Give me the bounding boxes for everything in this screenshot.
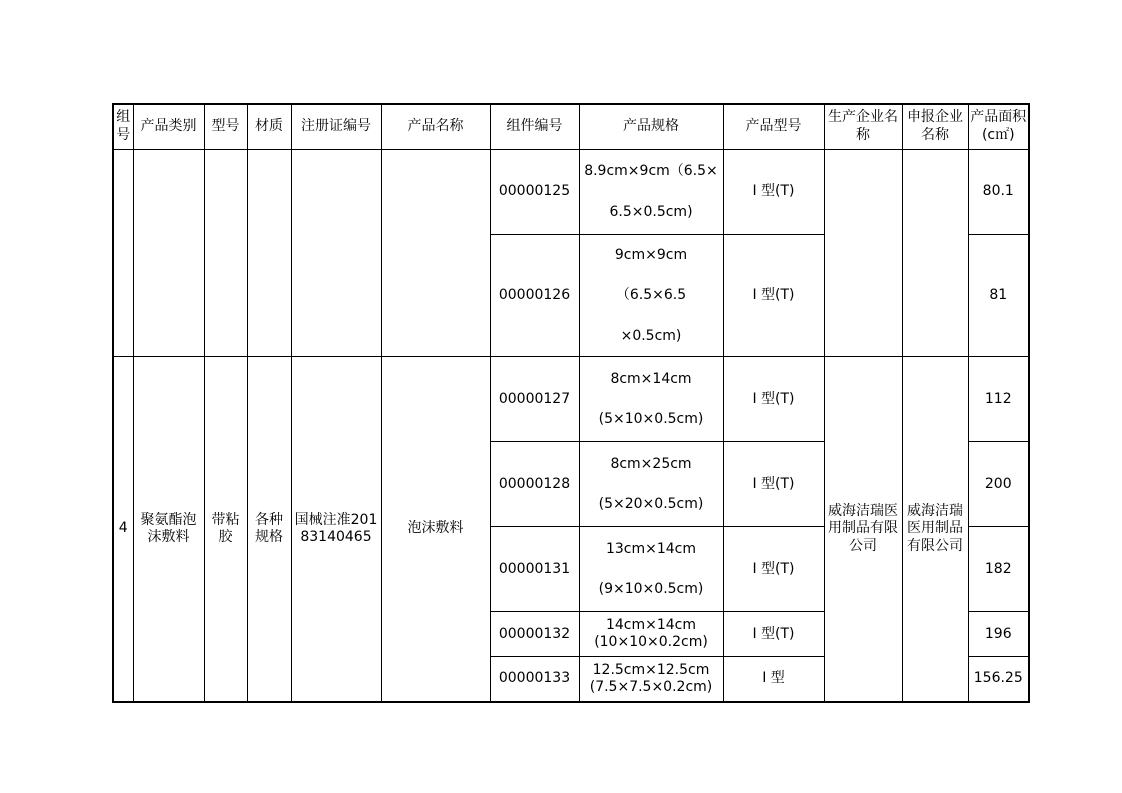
product-type-cell: I 型(T) — [723, 527, 824, 612]
area-cell: 200 — [968, 442, 1029, 527]
component-no-cell: 00000133 — [490, 657, 579, 702]
table-row — [113, 149, 1029, 234]
product-type-cell: I 型(T) — [723, 149, 824, 234]
header-row — [113, 104, 1029, 149]
area-cell: 80.1 — [968, 149, 1029, 234]
reg-no-cell: 国械注准20183140465 — [291, 357, 381, 702]
manufacturer-cell — [824, 149, 902, 357]
header-group-no: 组号 — [113, 104, 133, 149]
product-type-cell: I 型 — [723, 657, 824, 702]
applicant-cell — [902, 149, 968, 357]
area-cell: 182 — [968, 527, 1029, 612]
area-cell: 156.25 — [968, 657, 1029, 702]
spec-line: (5×10×0.5cm) — [598, 411, 704, 428]
product-type-cell: I 型(T) — [723, 234, 824, 357]
product-name-cell: 泡沫敷料 — [381, 357, 490, 702]
spec-line: 9cm×9cm（6.5×6.5 — [614, 246, 688, 304]
spec-line: 8.9cm×9cm（6.5× — [584, 162, 718, 179]
category-cell: 聚氨酯泡沫敷料 — [133, 357, 204, 702]
applicant-cell: 威海洁瑞医用制品有限公司 — [902, 357, 968, 702]
header-product-name: 产品名称 — [381, 104, 490, 149]
header-component-no: 组件编号 — [490, 104, 579, 149]
category-cell — [133, 149, 204, 357]
header-product-type: 产品型号 — [723, 104, 824, 149]
header-model: 型号 — [204, 104, 247, 149]
spec-line: ×0.5cm) — [620, 327, 682, 344]
spec-line: 8cm×25cm — [610, 455, 692, 472]
manufacturer-cell: 威海洁瑞医用制品有限公司 — [824, 357, 902, 702]
spec-line: 8cm×14cm — [610, 370, 692, 387]
spec-cell — [579, 149, 723, 234]
area-cell: 196 — [968, 612, 1029, 657]
spec-line: (5×20×0.5cm) — [598, 496, 704, 513]
group-no-cell — [113, 149, 133, 357]
spec-cell — [579, 234, 723, 357]
component-no-cell: 00000127 — [490, 357, 579, 442]
reg-no-cell — [291, 149, 381, 357]
spec-line: (9×10×0.5cm) — [598, 581, 704, 598]
header-manufacturer: 生产企业名称 — [824, 104, 902, 149]
spec-line: 12.5cm×12.5cm — [592, 661, 710, 678]
model-cell — [204, 149, 247, 357]
component-no-cell: 00000131 — [490, 527, 579, 612]
component-no-cell: 00000128 — [490, 442, 579, 527]
header-reg-no: 注册证编号 — [291, 104, 381, 149]
component-no-cell: 00000126 — [490, 234, 579, 357]
spec-line: (7.5×7.5×0.2cm) — [589, 679, 713, 696]
spec-line: 13cm×14cm — [605, 540, 697, 557]
product-name-cell — [381, 149, 490, 357]
area-cell: 112 — [968, 357, 1029, 442]
spec-line: (10×10×0.2cm) — [594, 634, 708, 651]
area-cell: 81 — [968, 234, 1029, 357]
spec-cell — [579, 527, 723, 612]
product-type-cell: I 型(T) — [723, 612, 824, 657]
header-area: 产品面积(c㎡) — [968, 104, 1029, 149]
product-table — [112, 103, 1030, 703]
header-category: 产品类别 — [133, 104, 204, 149]
product-type-cell: I 型(T) — [723, 442, 824, 527]
table-row — [113, 357, 1029, 442]
header-material: 材质 — [247, 104, 291, 149]
component-no-cell: 00000125 — [490, 149, 579, 234]
spec-line: 14cm×14cm — [605, 616, 697, 633]
spec-line: 6.5×0.5cm) — [609, 203, 693, 220]
header-applicant: 申报企业名称 — [902, 104, 968, 149]
material-cell — [247, 149, 291, 357]
header-spec: 产品规格 — [579, 104, 723, 149]
spec-cell — [579, 442, 723, 527]
spec-cell — [579, 357, 723, 442]
spec-cell — [579, 657, 723, 702]
model-cell: 带粘胶 — [204, 357, 247, 702]
material-cell: 各种规格 — [247, 357, 291, 702]
spec-cell — [579, 612, 723, 657]
component-no-cell: 00000132 — [490, 612, 579, 657]
group-no-cell: 4 — [113, 357, 133, 702]
product-type-cell: I 型(T) — [723, 357, 824, 442]
